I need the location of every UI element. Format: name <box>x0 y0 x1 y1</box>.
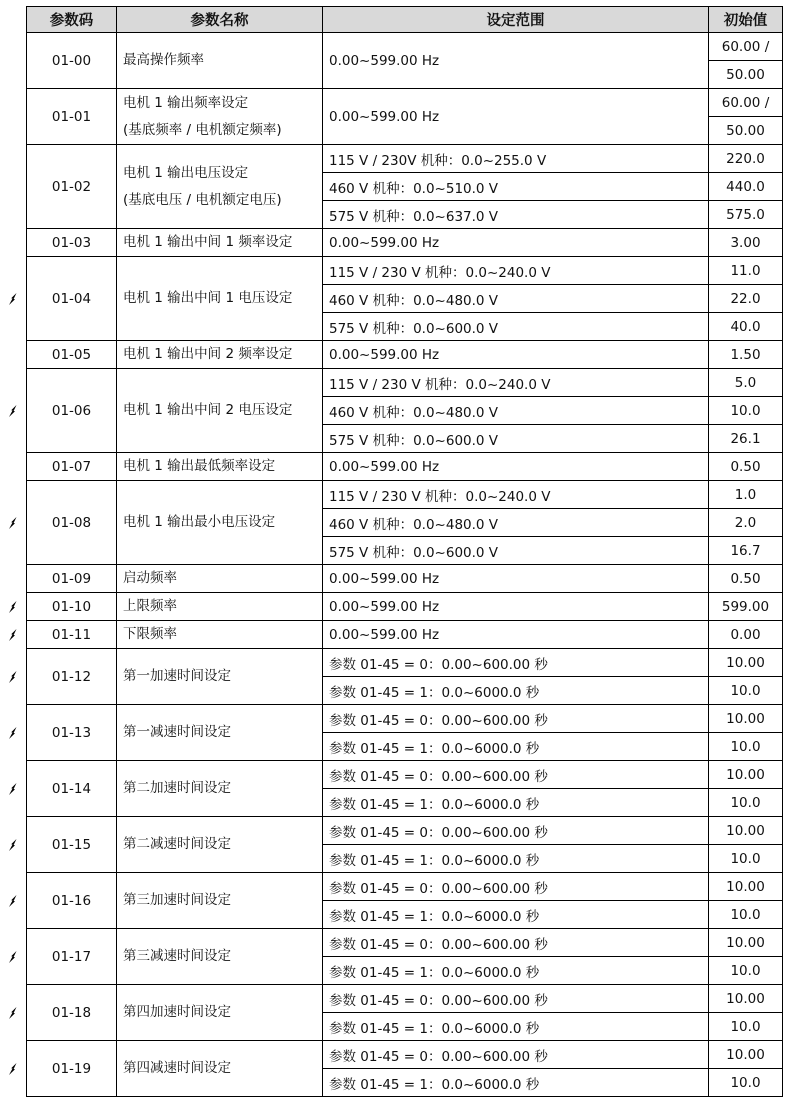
header-code: 参数码 <box>27 7 117 33</box>
param-range: 0.00~599.00 Hz <box>323 33 709 89</box>
param-name-line: 电机 1 输出中间 2 电压设定 <box>123 402 293 418</box>
param-range: 参数 01-45 = 0：0.00~600.00 秒 <box>323 705 709 733</box>
parameter-table <box>26 6 783 1097</box>
param-range: 参数 01-45 = 1：0.0~6000.0 秒 <box>323 789 709 817</box>
param-default: 10.0 <box>709 677 783 705</box>
param-range: 0.00~599.00 Hz <box>323 341 709 369</box>
param-name <box>117 985 323 1041</box>
lightning-icon <box>6 670 20 684</box>
param-code: 01-04 <box>27 257 117 341</box>
param-range: 参数 01-45 = 0：0.00~600.00 秒 <box>323 985 709 1013</box>
param-code: 01-15 <box>27 817 117 873</box>
param-range: 0.00~599.00 Hz <box>323 89 709 145</box>
table-row <box>27 873 783 901</box>
param-code: 01-16 <box>27 873 117 929</box>
table-row <box>27 145 783 173</box>
table-row <box>27 369 783 397</box>
param-name <box>117 453 323 481</box>
param-range: 参数 01-45 = 1：0.0~6000.0 秒 <box>323 677 709 705</box>
param-name-line: 第一减速时间设定 <box>123 724 231 740</box>
param-name <box>117 929 323 985</box>
param-name <box>117 565 323 593</box>
param-default: 10.0 <box>709 845 783 873</box>
param-name-line: 电机 1 输出最低频率设定 <box>123 458 276 474</box>
param-default: 5.0 <box>709 369 783 397</box>
param-name <box>117 649 323 705</box>
param-name <box>117 621 323 649</box>
table-row <box>27 229 783 257</box>
param-default: 11.0 <box>709 257 783 285</box>
param-default: 10.0 <box>709 1069 783 1097</box>
lightning-icon <box>6 894 20 908</box>
lightning-icon <box>6 782 20 796</box>
param-range: 0.00~599.00 Hz <box>323 565 709 593</box>
param-range: 575 V 机种：0.0~637.0 V <box>323 201 709 229</box>
param-range: 参数 01-45 = 0：0.00~600.00 秒 <box>323 873 709 901</box>
param-code: 01-13 <box>27 705 117 761</box>
param-name-line: 电机 1 输出中间 1 频率设定 <box>123 234 293 250</box>
param-range: 参数 01-45 = 0：0.00~600.00 秒 <box>323 649 709 677</box>
param-default: 10.0 <box>709 957 783 985</box>
param-default: 22.0 <box>709 285 783 313</box>
param-code: 01-05 <box>27 341 117 369</box>
param-name-line: 电机 1 输出最小电压设定 <box>123 514 276 530</box>
param-default: 60.00 / <box>709 33 783 61</box>
param-default: 10.00 <box>709 929 783 957</box>
param-name-line: 第二加速时间设定 <box>123 780 231 796</box>
table-row <box>27 453 783 481</box>
param-code: 01-06 <box>27 369 117 453</box>
param-default: 10.0 <box>709 901 783 929</box>
param-code: 01-19 <box>27 1041 117 1097</box>
param-default: 599.00 <box>709 593 783 621</box>
param-default: 10.00 <box>709 873 783 901</box>
param-range: 460 V 机种：0.0~480.0 V <box>323 509 709 537</box>
param-code: 01-11 <box>27 621 117 649</box>
param-range: 115 V / 230 V 机种：0.0~240.0 V <box>323 481 709 509</box>
param-range: 参数 01-45 = 0：0.00~600.00 秒 <box>323 817 709 845</box>
param-code: 01-03 <box>27 229 117 257</box>
header-range: 设定范围 <box>323 7 709 33</box>
lightning-icon <box>6 292 20 306</box>
param-name-line: (基底电压 / 电机额定电压) <box>123 191 282 208</box>
param-range: 参数 01-45 = 0：0.00~600.00 秒 <box>323 929 709 957</box>
table-row <box>27 817 783 845</box>
param-name-line: 第四减速时间设定 <box>123 1060 231 1076</box>
param-range: 参数 01-45 = 1：0.0~6000.0 秒 <box>323 901 709 929</box>
table-header-row <box>27 7 783 33</box>
param-name <box>117 145 323 229</box>
param-default: 1.50 <box>709 341 783 369</box>
param-range: 参数 01-45 = 1：0.0~6000.0 秒 <box>323 1013 709 1041</box>
param-name-line: (基底频率 / 电机额定频率) <box>123 121 282 138</box>
param-name-line: 启动频率 <box>123 570 177 586</box>
param-default: 220.0 <box>709 145 783 173</box>
param-name <box>117 873 323 929</box>
param-default: 10.00 <box>709 761 783 789</box>
table-row <box>27 621 783 649</box>
table-row <box>27 929 783 957</box>
param-range: 460 V 机种：0.0~510.0 V <box>323 173 709 201</box>
lightning-icon <box>6 726 20 740</box>
param-range: 0.00~599.00 Hz <box>323 593 709 621</box>
param-default: 10.00 <box>709 705 783 733</box>
lightning-icon <box>6 1006 20 1020</box>
param-default: 575.0 <box>709 201 783 229</box>
param-default: 10.00 <box>709 817 783 845</box>
param-name-line: 电机 1 输出电压设定 <box>123 164 249 181</box>
param-name-line: 第四加速时间设定 <box>123 1004 231 1020</box>
lightning-icon <box>6 404 20 418</box>
param-default: 1.0 <box>709 481 783 509</box>
param-default: 0.00 <box>709 621 783 649</box>
param-code: 01-07 <box>27 453 117 481</box>
table-row <box>27 257 783 285</box>
param-name-line: 下限频率 <box>123 626 177 642</box>
param-name-line: 上限频率 <box>123 598 177 614</box>
header-default: 初始值 <box>709 7 783 33</box>
lightning-icon <box>6 600 20 614</box>
param-name <box>117 89 323 145</box>
table-row <box>27 649 783 677</box>
param-code: 01-09 <box>27 565 117 593</box>
lightning-icon <box>6 1062 20 1076</box>
param-range: 参数 01-45 = 0：0.00~600.00 秒 <box>323 1041 709 1069</box>
table-row <box>27 565 783 593</box>
table-row <box>27 89 783 117</box>
lightning-icon <box>6 838 20 852</box>
param-range: 参数 01-45 = 1：0.0~6000.0 秒 <box>323 957 709 985</box>
param-default: 3.00 <box>709 229 783 257</box>
header-name: 参数名称 <box>117 7 323 33</box>
param-range: 参数 01-45 = 1：0.0~6000.0 秒 <box>323 733 709 761</box>
param-default: 0.50 <box>709 453 783 481</box>
param-name <box>117 369 323 453</box>
param-range: 575 V 机种：0.0~600.0 V <box>323 313 709 341</box>
param-default: 10.00 <box>709 649 783 677</box>
param-range: 460 V 机种：0.0~480.0 V <box>323 285 709 313</box>
param-range: 0.00~599.00 Hz <box>323 453 709 481</box>
lightning-icon <box>6 950 20 964</box>
param-name <box>117 1041 323 1097</box>
param-range: 参数 01-45 = 1：0.0~6000.0 秒 <box>323 1069 709 1097</box>
param-range: 115 V / 230V 机种：0.0~255.0 V <box>323 145 709 173</box>
param-default: 10.0 <box>709 1013 783 1041</box>
param-default: 10.0 <box>709 789 783 817</box>
param-name <box>117 593 323 621</box>
param-range: 参数 01-45 = 0：0.00~600.00 秒 <box>323 761 709 789</box>
param-range: 参数 01-45 = 1：0.0~6000.0 秒 <box>323 845 709 873</box>
table-body <box>27 33 783 1097</box>
lightning-icon <box>6 516 20 530</box>
table-row <box>27 481 783 509</box>
param-default: 60.00 / <box>709 89 783 117</box>
param-name-line: 第三减速时间设定 <box>123 948 231 964</box>
param-default: 26.1 <box>709 425 783 453</box>
param-name <box>117 481 323 565</box>
param-code: 01-10 <box>27 593 117 621</box>
param-name <box>117 33 323 89</box>
param-code: 01-00 <box>27 33 117 89</box>
table-row <box>27 593 783 621</box>
param-default: 10.00 <box>709 985 783 1013</box>
param-name-line: 第一加速时间设定 <box>123 668 231 684</box>
param-default: 10.00 <box>709 1041 783 1069</box>
table-row <box>27 341 783 369</box>
param-default: 0.50 <box>709 565 783 593</box>
param-range: 115 V / 230 V 机种：0.0~240.0 V <box>323 369 709 397</box>
param-range: 0.00~599.00 Hz <box>323 229 709 257</box>
table-row <box>27 1041 783 1069</box>
param-name-line: 电机 1 输出频率设定 <box>123 94 249 111</box>
param-code: 01-08 <box>27 481 117 565</box>
param-default: 50.00 <box>709 117 783 145</box>
param-name-line: 第二减速时间设定 <box>123 836 231 852</box>
param-name <box>117 761 323 817</box>
param-name-line: 最高操作频率 <box>123 52 204 68</box>
param-default: 440.0 <box>709 173 783 201</box>
param-name-line: 第三加速时间设定 <box>123 892 231 908</box>
param-name-line: 电机 1 输出中间 2 频率设定 <box>123 346 293 362</box>
param-default: 50.00 <box>709 61 783 89</box>
param-range: 115 V / 230 V 机种：0.0~240.0 V <box>323 257 709 285</box>
param-name <box>117 705 323 761</box>
param-default: 10.0 <box>709 733 783 761</box>
param-default: 40.0 <box>709 313 783 341</box>
param-code: 01-12 <box>27 649 117 705</box>
param-default: 16.7 <box>709 537 783 565</box>
table-row <box>27 33 783 61</box>
param-range: 575 V 机种：0.0~600.0 V <box>323 537 709 565</box>
table-row <box>27 985 783 1013</box>
param-name <box>117 229 323 257</box>
param-code: 01-01 <box>27 89 117 145</box>
param-range: 460 V 机种：0.0~480.0 V <box>323 397 709 425</box>
param-range: 575 V 机种：0.0~600.0 V <box>323 425 709 453</box>
table-row <box>27 761 783 789</box>
param-name <box>117 341 323 369</box>
lightning-icon <box>6 628 20 642</box>
param-code: 01-18 <box>27 985 117 1041</box>
param-code: 01-02 <box>27 145 117 229</box>
param-range: 0.00~599.00 Hz <box>323 621 709 649</box>
param-default: 10.0 <box>709 397 783 425</box>
param-name-line: 电机 1 输出中间 1 电压设定 <box>123 290 293 306</box>
param-default: 2.0 <box>709 509 783 537</box>
param-code: 01-17 <box>27 929 117 985</box>
param-name <box>117 817 323 873</box>
param-name <box>117 257 323 341</box>
param-code: 01-14 <box>27 761 117 817</box>
table-row <box>27 705 783 733</box>
